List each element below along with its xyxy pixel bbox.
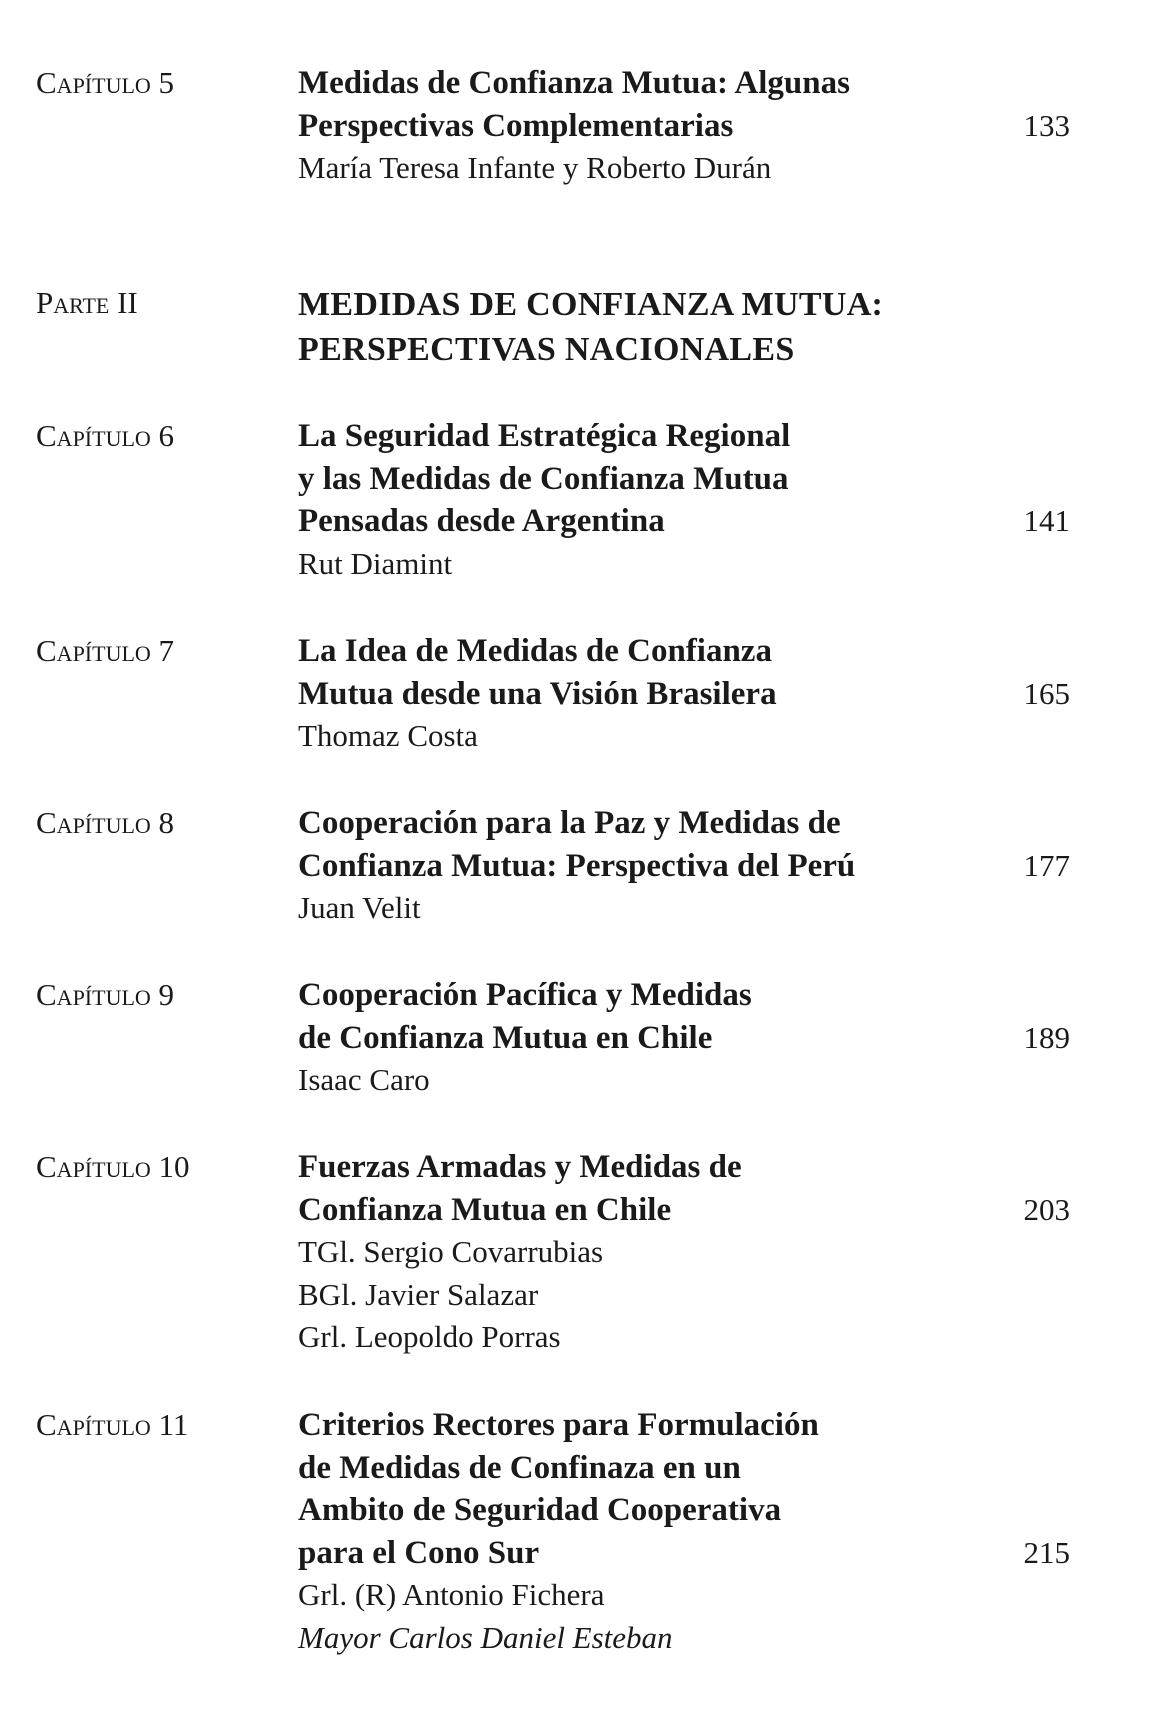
label-prefix: Capítulo (36, 977, 151, 1012)
chapter-author: María Teresa Infante y Roberto Durán (298, 150, 772, 185)
chapter-title-line: Confianza Mutua: Perspectiva del Perú (298, 847, 856, 884)
chapter-author: BGl. Javier Salazar (298, 1276, 539, 1312)
chapter-author: Mayor Carlos Daniel Esteban (298, 1619, 673, 1655)
chapter-title-line: de Medidas de Confinaza en un (298, 1449, 741, 1486)
label-prefix: Parte (36, 285, 110, 320)
page-number: 133 (1023, 107, 1070, 143)
page-number: 141 (1023, 503, 1070, 538)
chapter-title-line: Fuerzas Armadas y Medidas de (298, 1149, 742, 1185)
chapter-label (36, 974, 174, 1016)
chapter-content (298, 974, 938, 1102)
chapter-label (36, 62, 174, 104)
chapter-label (36, 415, 174, 457)
chapter-content (298, 415, 938, 585)
label-number: 8 (158, 805, 175, 840)
chapter-author: Thomaz Costa (298, 718, 478, 753)
chapter-content (298, 1146, 938, 1359)
chapter-title-line: para el Cono Sur (298, 1534, 540, 1571)
chapter-title-line: Medidas de Confianza Mutua: Algunas (298, 65, 850, 101)
chapter-label (36, 1404, 188, 1446)
chapter-title-line: La Seguridad Estratégica Regional (298, 418, 791, 454)
chapter-title-line: Criterios Rectores para Formulación (298, 1407, 819, 1443)
label-prefix: Capítulo (36, 633, 151, 668)
label-number: 9 (158, 977, 175, 1012)
chapter-author: Juan Velit (298, 890, 421, 925)
label-number: II (117, 285, 138, 320)
chapter-label (36, 630, 174, 672)
chapter-label (36, 1146, 190, 1188)
label-number: 10 (158, 1149, 190, 1184)
page-number: 203 (1023, 1191, 1070, 1227)
label-prefix: Capítulo (36, 805, 151, 840)
chapter-title-line: Pensadas desde Argentina (298, 503, 665, 539)
chapter-content (298, 802, 938, 930)
label-number: 6 (158, 418, 175, 453)
chapter-title-line: La Idea de Medidas de Confianza (298, 633, 772, 669)
chapter-label (36, 802, 174, 844)
chapter-title-line: y las Medidas de Confianza Mutua (298, 460, 789, 497)
chapter-author: Grl. Leopoldo Porras (298, 1319, 561, 1354)
chapter-title-line: de Confianza Mutua en Chile (298, 1019, 713, 1056)
chapter-title-line: Mutua desde una Visión Brasilera (298, 675, 777, 712)
page-number: 215 (1023, 1534, 1070, 1570)
chapter-author: TGl. Sergio Covarrubias (298, 1234, 604, 1269)
chapter-title-line: Cooperación Pacífica y Medidas (298, 977, 752, 1013)
part-title-line: PERSPECTIVAS NACIONALES (298, 331, 795, 368)
chapter-author: Rut Diamint (298, 545, 453, 581)
chapter-content (298, 62, 938, 190)
chapter-title-line: Confianza Mutua en Chile (298, 1191, 672, 1228)
part-content (298, 282, 938, 372)
label-prefix: Capítulo (36, 65, 151, 100)
chapter-content (298, 1404, 938, 1659)
chapter-title-line: Cooperación para la Paz y Medidas de (298, 805, 841, 841)
chapter-content (298, 630, 938, 758)
part-label (36, 282, 138, 324)
label-prefix: Capítulo (36, 1407, 151, 1442)
chapter-author: Isaac Caro (298, 1062, 430, 1097)
label-prefix: Capítulo (36, 1149, 151, 1184)
page-number: 165 (1023, 675, 1070, 711)
label-number: 11 (158, 1407, 189, 1442)
chapter-author: Grl. (R) Antonio Fichera (298, 1577, 605, 1612)
label-prefix: Capítulo (36, 418, 151, 453)
page-number: 177 (1023, 847, 1070, 883)
label-number: 5 (158, 65, 175, 100)
chapter-title-line: Perspectivas Complementarias (298, 107, 734, 144)
label-number: 7 (158, 633, 175, 668)
part-title-line: MEDIDAS DE CONFIANZA MUTUA: (298, 286, 884, 323)
page-number: 189 (1023, 1019, 1070, 1055)
chapter-title-line: Ambito de Seguridad Cooperativa (298, 1492, 782, 1528)
